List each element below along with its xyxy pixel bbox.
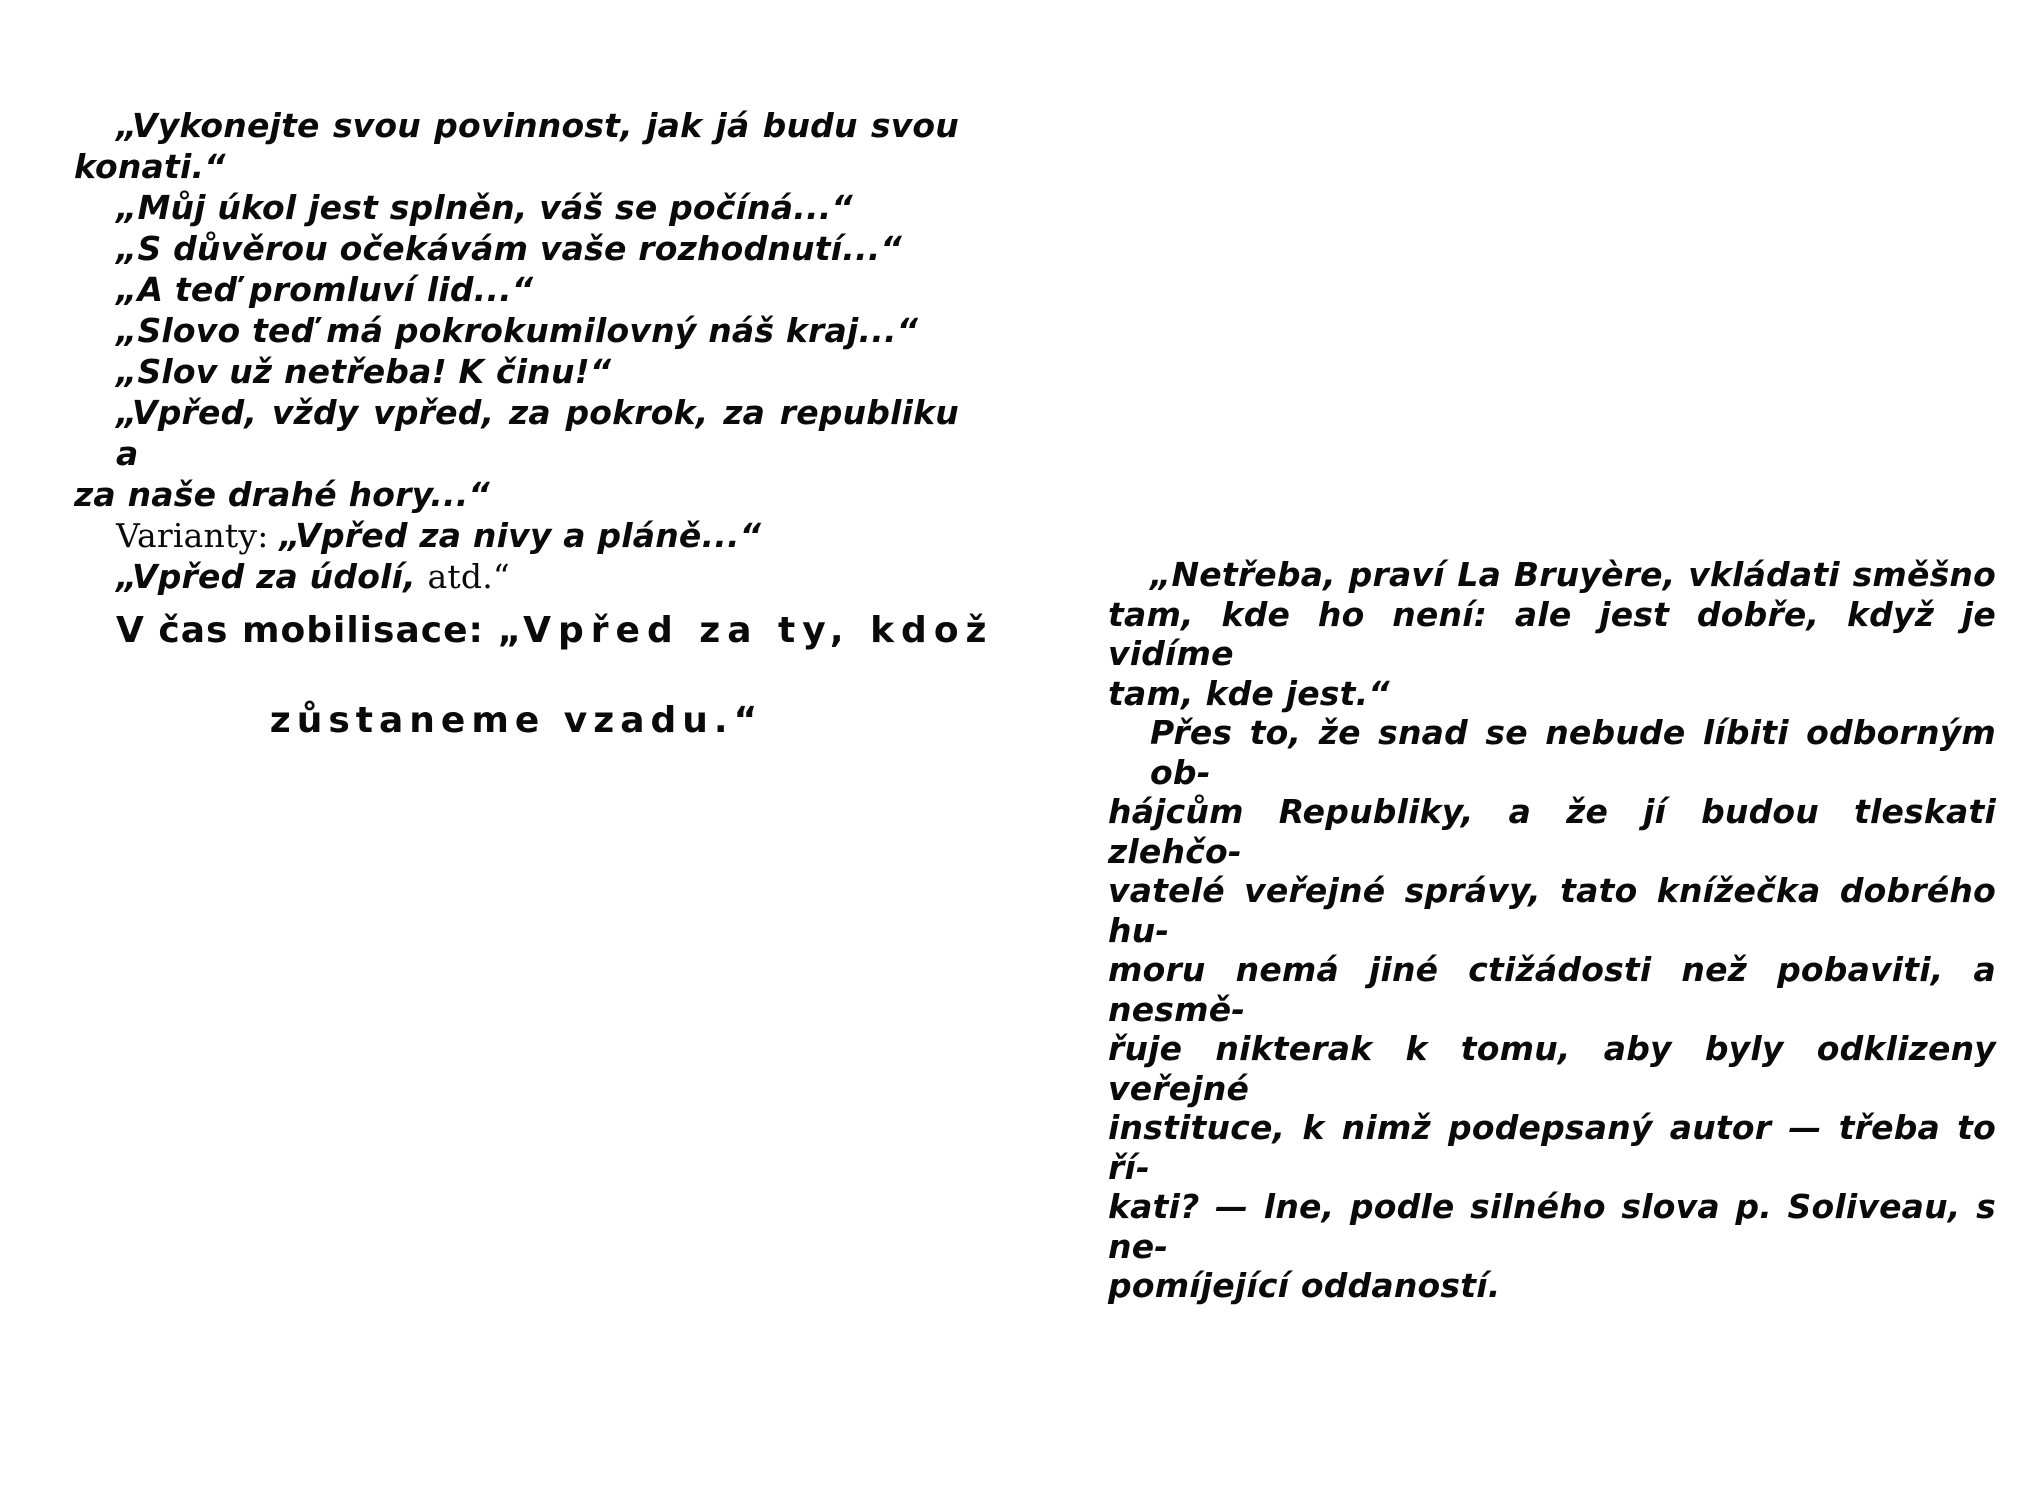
note-line: kati? — lne, podle silného slova p. Soliveau, s ne-: [1108, 1187, 1996, 1266]
slogan-line: „Slovo teď má pokrokumilovný náš kraj...“: [116, 311, 919, 350]
note-line: instituce, k nimž podepsaný autor — třeba to ří-: [1108, 1108, 1996, 1187]
last-variant-quote: „Vpřed za údolí,: [116, 557, 428, 596]
right-page: [1020, 0, 2042, 1500]
note-line: tam, kde jest.“: [1108, 673, 1390, 713]
mobilisace-line: [74, 610, 994, 651]
mobilisace-label: V čas mobilisace:: [116, 610, 498, 651]
slogans-list: [74, 105, 959, 597]
variants-quote: „Vpřed za nivy a pláně...“: [279, 516, 762, 555]
note-line: hájcům Republiky, a že jí budou tleskati zlehčo-: [1108, 792, 1996, 871]
mobilisace-line-2: zůstaneme vzadu.“: [269, 700, 764, 741]
mobilisace-quote: „Vpřed za ty, kdož: [497, 610, 994, 651]
note-line: „Netřeba, praví La Bruyère, vkládati směšno: [1150, 555, 1996, 594]
note-line: Přes to, že snad se nebude líbiti odborným ob-: [1150, 713, 1996, 792]
note-line: moru nemá jiné ctižádosti než pobaviti, a nesmě-: [1108, 950, 1996, 1029]
note-line: vatelé veřejné správy, tato knížečka dobrého hu-: [1108, 871, 1996, 950]
note-line: tam, kde ho není: ale jest dobře, když je vidíme: [1108, 594, 1996, 673]
author-note: [1108, 555, 1996, 1306]
slogan-line: „S důvěrou očekávám vaše rozhodnutí...“: [116, 229, 902, 268]
note-line: pomíjející oddaností.: [1108, 1266, 1501, 1305]
slogan-line: „Můj úkol jest splněn, váš se počíná...“: [116, 188, 853, 227]
variants-label: Varianty:: [116, 516, 280, 555]
slogan-line: konati.“: [74, 147, 226, 186]
slogan-line: za naše drahé hory...“: [74, 475, 490, 514]
variants-line: [74, 515, 959, 556]
slogan-line: „Vpřed, vždy vpřed, za pokrok, za republiku a: [116, 393, 959, 473]
slogan-line: „A teď promluví lid...“: [116, 270, 534, 309]
last-variant-line: [74, 556, 959, 597]
slogan-line: „Vykonejte svou povinnost, jak já budu svou: [116, 106, 959, 145]
left-page: [0, 0, 1020, 1500]
note-line: řuje nikterak k tomu, aby byly odklizeny veřejné: [1108, 1029, 1996, 1108]
last-variant-tail: atd.“: [427, 557, 510, 596]
slogan-line: „Slov už netřeba! K činu!“: [116, 352, 612, 391]
